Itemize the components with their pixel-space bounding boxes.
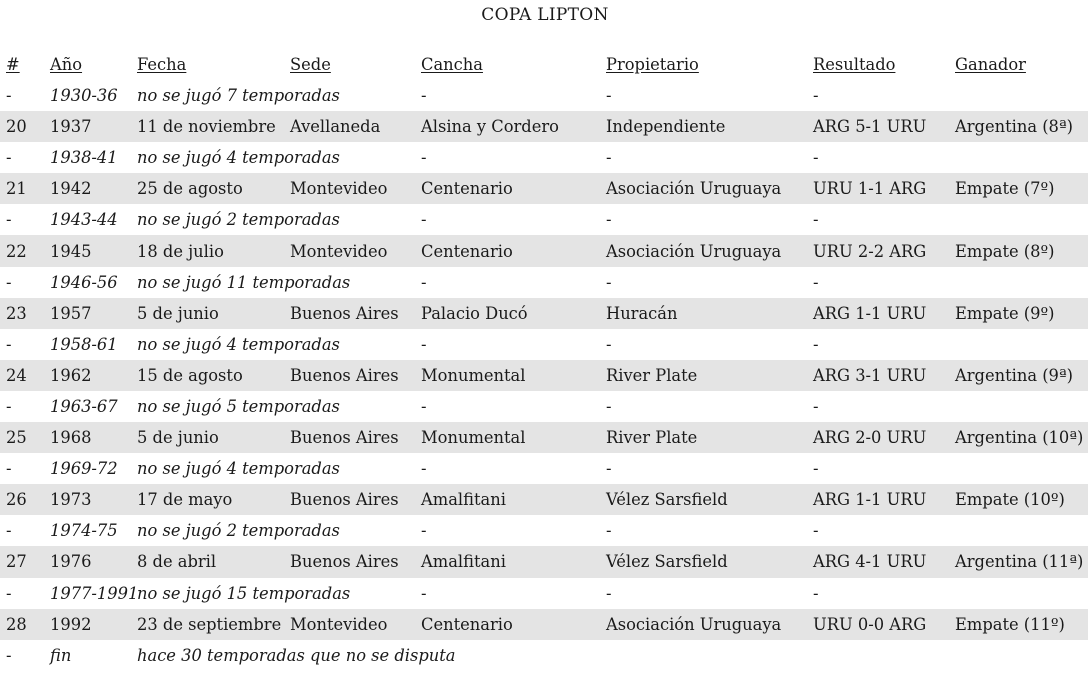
cell-result: ARG 1-1 URU — [807, 484, 949, 515]
cell-owner: - — [600, 391, 807, 422]
cell-note: no se jugó 4 temporadas — [131, 453, 415, 484]
cell-year: 1942 — [44, 173, 131, 204]
cell-year: 1962 — [44, 360, 131, 391]
cell-note: no se jugó 2 temporadas — [131, 204, 415, 235]
cell-note: no se jugó 2 temporadas — [131, 515, 415, 546]
table-header-row — [0, 49, 1088, 80]
table-row — [0, 609, 1088, 640]
table-row — [0, 422, 1088, 453]
cell-number: - — [0, 578, 44, 609]
cell-owner: - — [600, 453, 807, 484]
copa-lipton-table — [0, 49, 1088, 671]
cell-year: 1977-1991 — [44, 578, 131, 609]
page-title: COPA LIPTON — [481, 5, 609, 25]
table-row — [0, 111, 1088, 142]
cell-winner — [949, 267, 1088, 298]
cell-result: - — [807, 578, 949, 609]
cell-winner: Empate (8º) — [949, 235, 1088, 266]
header-venue: Sede — [290, 55, 331, 74]
cell-result: ARG 1-1 URU — [807, 298, 949, 329]
cell-winner: Empate (11º) — [949, 609, 1088, 640]
cell-venue: Buenos Aires — [284, 298, 415, 329]
cell-winner — [949, 515, 1088, 546]
cell-owner: Asociación Uruguaya — [600, 609, 807, 640]
cell-winner — [949, 578, 1088, 609]
cell-number: - — [0, 515, 44, 546]
cell-number: 27 — [0, 546, 44, 577]
cell-stadium: Centenario — [415, 609, 600, 640]
cell-winner: Empate (10º) — [949, 484, 1088, 515]
header-result: Resultado — [813, 55, 896, 74]
cell-stadium: - — [415, 204, 600, 235]
cell-winner — [949, 142, 1088, 173]
cell-year: 1976 — [44, 546, 131, 577]
cell-number: - — [0, 453, 44, 484]
table-row — [0, 391, 1088, 422]
cell-date: 17 de mayo — [131, 484, 284, 515]
cell-winner — [949, 391, 1088, 422]
cell-owner: - — [600, 204, 807, 235]
cell-result: - — [807, 80, 949, 111]
cell-winner: Empate (7º) — [949, 173, 1088, 204]
cell-owner: Huracán — [600, 298, 807, 329]
cell-result: URU 0-0 ARG — [807, 609, 949, 640]
cell-owner: Independiente — [600, 111, 807, 142]
cell-year: 1945 — [44, 235, 131, 266]
header-year: Año — [50, 55, 83, 74]
cell-stadium: Amalfitani — [415, 484, 600, 515]
table-row — [0, 142, 1088, 173]
cell-year: 1968 — [44, 422, 131, 453]
cell-venue: Avellaneda — [284, 111, 415, 142]
cell-winner — [949, 204, 1088, 235]
header-stadium: Cancha — [421, 55, 483, 74]
table-row — [0, 267, 1088, 298]
table-row — [0, 546, 1088, 577]
cell-stadium: Centenario — [415, 235, 600, 266]
cell-owner: Vélez Sarsfield — [600, 546, 807, 577]
cell-owner: Asociación Uruguaya — [600, 235, 807, 266]
cell-owner: River Plate — [600, 360, 807, 391]
cell-stadium: Monumental — [415, 360, 600, 391]
cell-venue: Buenos Aires — [284, 546, 415, 577]
cell-stadium: - — [415, 453, 600, 484]
cell-note: no se jugó 7 temporadas — [131, 80, 415, 111]
cell-stadium: Alsina y Cordero — [415, 111, 600, 142]
cell-winner: Argentina (9ª) — [949, 360, 1088, 391]
cell-number: 23 — [0, 298, 44, 329]
cell-result: - — [807, 142, 949, 173]
cell-note: no se jugó 11 temporadas — [131, 267, 415, 298]
cell-result: ARG 4-1 URU — [807, 546, 949, 577]
cell-venue: Montevideo — [284, 235, 415, 266]
table-row — [0, 515, 1088, 546]
cell-year: 1946-56 — [44, 267, 131, 298]
cell-note: no se jugó 4 temporadas — [131, 329, 415, 360]
cell-year: 1938-41 — [44, 142, 131, 173]
cell-number: 26 — [0, 484, 44, 515]
cell-winner: Argentina (8ª) — [949, 111, 1088, 142]
cell-result: URU 2-2 ARG — [807, 235, 949, 266]
cell-note: no se jugó 4 temporadas — [131, 142, 415, 173]
cell-winner — [949, 80, 1088, 111]
cell-result: - — [807, 391, 949, 422]
cell-owner: - — [600, 578, 807, 609]
cell-result: - — [807, 515, 949, 546]
table-row — [0, 80, 1088, 111]
cell-winner: Argentina (11ª) — [949, 546, 1088, 577]
table-row — [0, 360, 1088, 391]
table-row — [0, 298, 1088, 329]
cell-stadium: - — [415, 578, 600, 609]
cell-note: no se jugó 5 temporadas — [131, 391, 415, 422]
header-winner: Ganador — [955, 55, 1026, 74]
cell-stadium: - — [415, 80, 600, 111]
cell-note: no se jugó 15 temporadas — [131, 578, 415, 609]
cell-result: - — [807, 453, 949, 484]
cell-number: - — [0, 80, 44, 111]
cell-date: 25 de agosto — [131, 173, 284, 204]
header-owner: Propietario — [606, 55, 699, 74]
cell-stadium: - — [415, 329, 600, 360]
cell-owner: - — [600, 329, 807, 360]
cell-number: 28 — [0, 609, 44, 640]
table-row — [0, 173, 1088, 204]
header-date: Fecha — [137, 55, 187, 74]
cell-number: - — [0, 640, 44, 671]
cell-date: 5 de junio — [131, 422, 284, 453]
cell-year: 1937 — [44, 111, 131, 142]
cell-year: 1957 — [44, 298, 131, 329]
cell-number: 22 — [0, 235, 44, 266]
cell-year: 1963-67 — [44, 391, 131, 422]
table-row — [0, 484, 1088, 515]
cell-number: - — [0, 204, 44, 235]
table-row — [0, 204, 1088, 235]
cell-result: URU 1-1 ARG — [807, 173, 949, 204]
cell-date: 18 de julio — [131, 235, 284, 266]
cell-number: - — [0, 142, 44, 173]
cell-owner: - — [600, 515, 807, 546]
cell-number: - — [0, 329, 44, 360]
cell-venue: Buenos Aires — [284, 422, 415, 453]
cell-owner: Vélez Sarsfield — [600, 484, 807, 515]
cell-owner: - — [600, 142, 807, 173]
cell-result: - — [807, 267, 949, 298]
cell-year: 1973 — [44, 484, 131, 515]
cell-stadium: - — [415, 391, 600, 422]
cell-note: hace 30 temporadas que no se disputa — [131, 640, 1088, 671]
table-row — [0, 640, 1088, 671]
table-row — [0, 329, 1088, 360]
cell-winner — [949, 453, 1088, 484]
table-row — [0, 235, 1088, 266]
cell-year: 1969-72 — [44, 453, 131, 484]
cell-year: 1943-44 — [44, 204, 131, 235]
cell-winner: Empate (9º) — [949, 298, 1088, 329]
cell-stadium: - — [415, 515, 600, 546]
cell-owner: Asociación Uruguaya — [600, 173, 807, 204]
cell-year: 1930-36 — [44, 80, 131, 111]
cell-stadium: Amalfitani — [415, 546, 600, 577]
cell-number: 25 — [0, 422, 44, 453]
cell-owner: - — [600, 267, 807, 298]
cell-venue: Montevideo — [284, 609, 415, 640]
cell-year: 1992 — [44, 609, 131, 640]
cell-date: 11 de noviembre — [131, 111, 284, 142]
table-row — [0, 453, 1088, 484]
cell-owner: River Plate — [600, 422, 807, 453]
cell-result: ARG 5-1 URU — [807, 111, 949, 142]
header-number: # — [6, 55, 20, 74]
cell-result: - — [807, 329, 949, 360]
cell-stadium: Monumental — [415, 422, 600, 453]
cell-number: 20 — [0, 111, 44, 142]
cell-number: 24 — [0, 360, 44, 391]
table-row — [0, 578, 1088, 609]
cell-result: - — [807, 204, 949, 235]
cell-stadium: - — [415, 267, 600, 298]
cell-owner: - — [600, 80, 807, 111]
cell-date: 5 de junio — [131, 298, 284, 329]
cell-stadium: Palacio Ducó — [415, 298, 600, 329]
cell-date: 8 de abril — [131, 546, 284, 577]
cell-winner — [949, 329, 1088, 360]
cell-venue: Montevideo — [284, 173, 415, 204]
cell-stadium: - — [415, 142, 600, 173]
cell-venue: Buenos Aires — [284, 484, 415, 515]
cell-date: 15 de agosto — [131, 360, 284, 391]
cell-number: 21 — [0, 173, 44, 204]
cell-result: ARG 2-0 URU — [807, 422, 949, 453]
cell-number: - — [0, 267, 44, 298]
cell-stadium: Centenario — [415, 173, 600, 204]
cell-date: 23 de septiembre — [131, 609, 284, 640]
cell-winner: Argentina (10ª) — [949, 422, 1088, 453]
cell-result: ARG 3-1 URU — [807, 360, 949, 391]
cell-number: - — [0, 391, 44, 422]
cell-year: 1974-75 — [44, 515, 131, 546]
table-body — [0, 80, 1088, 671]
cell-year: fin — [44, 640, 131, 671]
cell-year: 1958-61 — [44, 329, 131, 360]
cell-venue: Buenos Aires — [284, 360, 415, 391]
